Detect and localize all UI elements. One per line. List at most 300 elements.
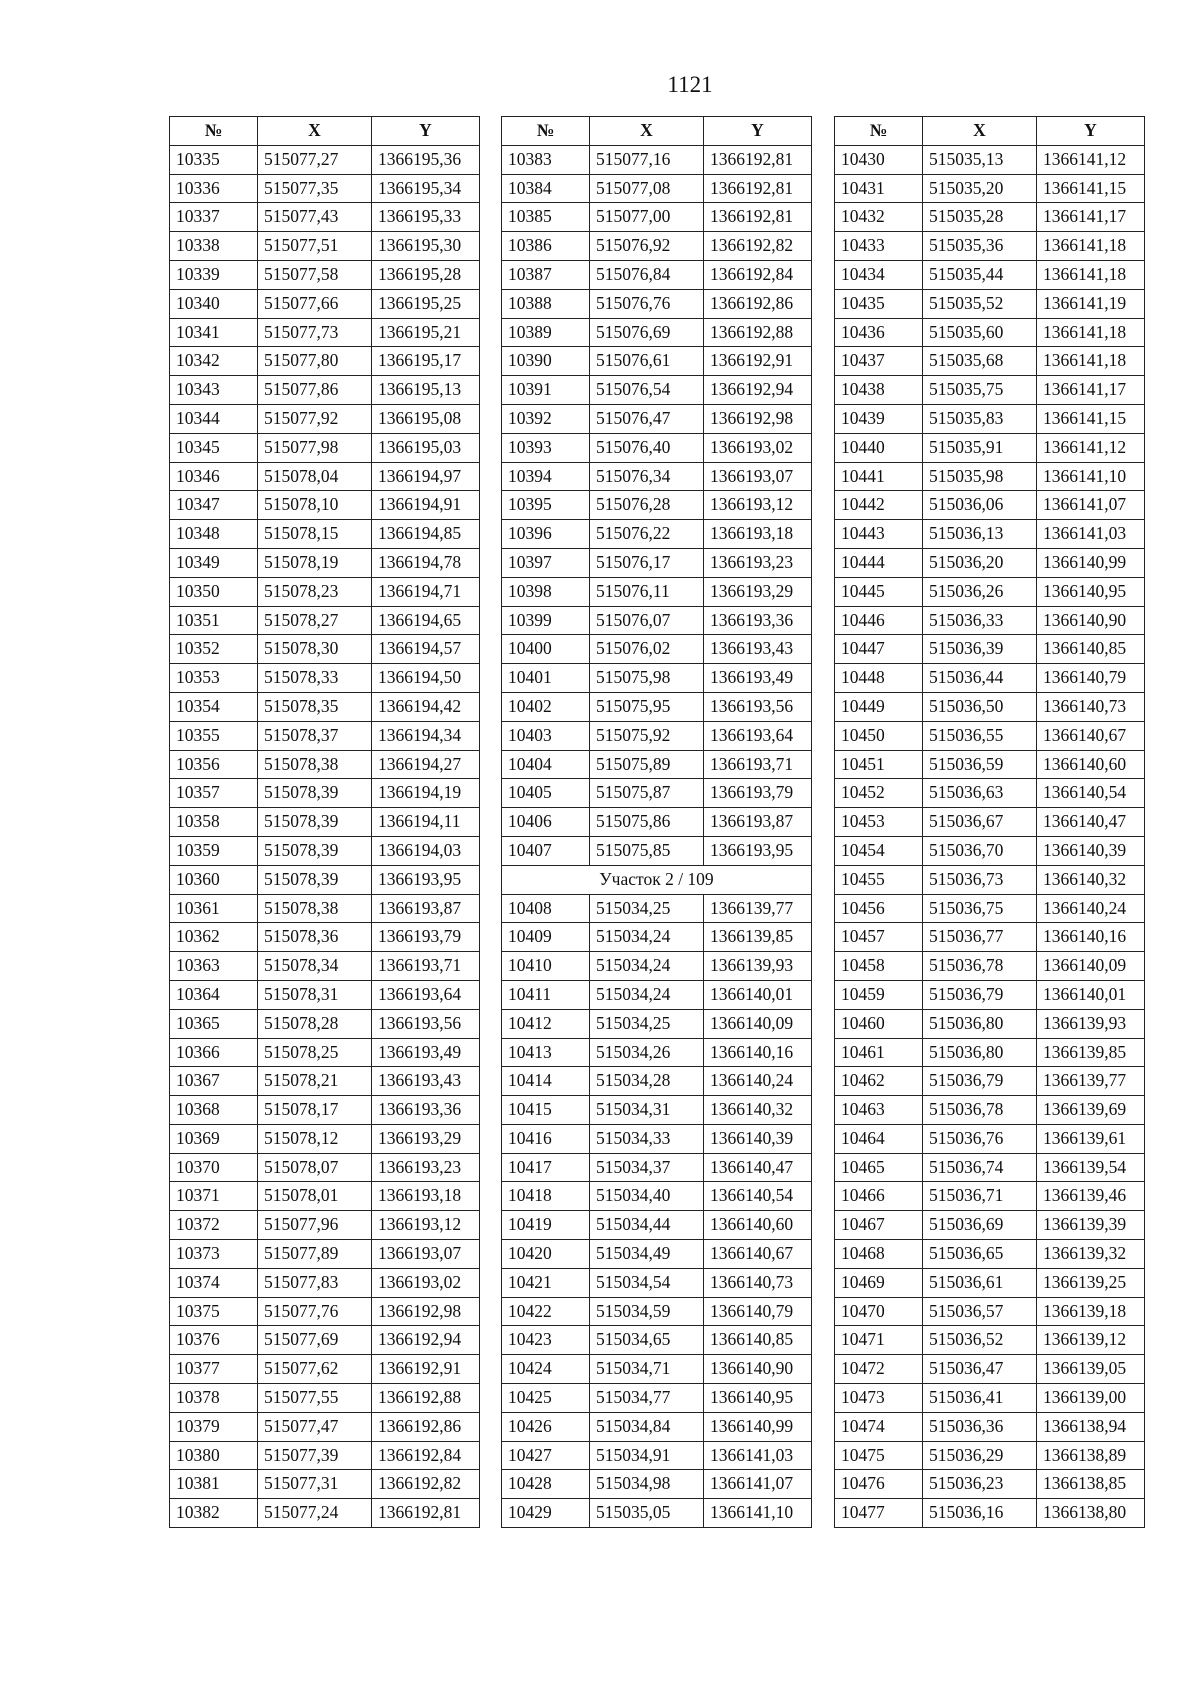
coord-y: 1366140,32 <box>704 1096 812 1125</box>
coord-y: 1366139,25 <box>1037 1268 1145 1297</box>
table-row <box>170 808 480 837</box>
table-row <box>170 1211 480 1240</box>
point-number: 10466 <box>835 1182 923 1211</box>
coord-y: 1366141,07 <box>704 1470 812 1499</box>
point-number: 10461 <box>835 1038 923 1067</box>
coord-y: 1366141,15 <box>1037 404 1145 433</box>
point-number: 10391 <box>502 376 590 405</box>
point-number: 10443 <box>835 520 923 549</box>
coord-x: 515075,87 <box>590 779 704 808</box>
coord-x: 515034,31 <box>590 1096 704 1125</box>
table-row <box>502 923 812 952</box>
table-header <box>170 117 480 146</box>
coord-x: 515078,28 <box>258 1009 372 1038</box>
point-number: 10342 <box>170 347 258 376</box>
coord-x: 515035,98 <box>923 462 1037 491</box>
point-number: 10368 <box>170 1096 258 1125</box>
table-row <box>835 1441 1145 1470</box>
point-number: 10425 <box>502 1384 590 1413</box>
coord-y: 1366193,95 <box>704 836 812 865</box>
coord-y: 1366192,91 <box>704 347 812 376</box>
coord-y: 1366192,86 <box>704 289 812 318</box>
coord-y: 1366141,18 <box>1037 318 1145 347</box>
coord-y: 1366192,88 <box>372 1384 480 1413</box>
table-row <box>170 491 480 520</box>
coord-y: 1366138,85 <box>1037 1470 1145 1499</box>
point-number: 10420 <box>502 1240 590 1269</box>
coord-y: 1366192,81 <box>704 174 812 203</box>
coord-y: 1366193,18 <box>704 520 812 549</box>
point-number: 10380 <box>170 1441 258 1470</box>
table-row <box>835 1211 1145 1240</box>
coord-x: 515035,13 <box>923 145 1037 174</box>
coord-y: 1366141,12 <box>1037 145 1145 174</box>
coord-y: 1366140,95 <box>704 1384 812 1413</box>
coord-y: 1366193,64 <box>372 980 480 1009</box>
table-row <box>835 203 1145 232</box>
table-row <box>835 232 1145 261</box>
table-row <box>170 1067 480 1096</box>
table-row <box>502 692 812 721</box>
coord-x: 515036,79 <box>923 980 1037 1009</box>
table-row <box>170 577 480 606</box>
point-number: 10370 <box>170 1153 258 1182</box>
coord-x: 515036,79 <box>923 1067 1037 1096</box>
point-number: 10410 <box>502 952 590 981</box>
coord-x: 515036,69 <box>923 1211 1037 1240</box>
table-row <box>502 980 812 1009</box>
coord-x: 515076,07 <box>590 606 704 635</box>
table-row <box>170 347 480 376</box>
table-row <box>835 1326 1145 1355</box>
point-number: 10433 <box>835 232 923 261</box>
coord-x: 515035,44 <box>923 260 1037 289</box>
coord-y: 1366141,15 <box>1037 174 1145 203</box>
table-row <box>835 462 1145 491</box>
table-row <box>170 750 480 779</box>
table-row <box>502 433 812 462</box>
coord-x: 515078,37 <box>258 721 372 750</box>
point-number: 10475 <box>835 1441 923 1470</box>
coord-x: 515077,47 <box>258 1412 372 1441</box>
table-row <box>835 260 1145 289</box>
coord-y: 1366141,12 <box>1037 433 1145 462</box>
coord-y: 1366194,91 <box>372 491 480 520</box>
table-row <box>835 1355 1145 1384</box>
coord-y: 1366140,85 <box>704 1326 812 1355</box>
coord-x: 515036,59 <box>923 750 1037 779</box>
coord-y: 1366193,79 <box>372 923 480 952</box>
coord-y: 1366140,09 <box>704 1009 812 1038</box>
coord-y: 1366193,02 <box>372 1268 480 1297</box>
coord-x: 515034,77 <box>590 1384 704 1413</box>
table-row <box>835 1412 1145 1441</box>
point-number: 10476 <box>835 1470 923 1499</box>
coord-x: 515036,50 <box>923 692 1037 721</box>
coordinates-table-1 <box>169 116 480 1528</box>
point-number: 10458 <box>835 952 923 981</box>
coord-y: 1366140,39 <box>704 1124 812 1153</box>
coord-y: 1366140,73 <box>1037 692 1145 721</box>
coord-x: 515077,31 <box>258 1470 372 1499</box>
coord-x: 515078,39 <box>258 808 372 837</box>
coord-x: 515035,05 <box>590 1499 704 1528</box>
table-row <box>170 664 480 693</box>
coord-x: 515036,76 <box>923 1124 1037 1153</box>
coord-x: 515034,65 <box>590 1326 704 1355</box>
table-row <box>170 145 480 174</box>
table-row <box>170 260 480 289</box>
coord-y: 1366194,50 <box>372 664 480 693</box>
coord-y: 1366140,54 <box>704 1182 812 1211</box>
table-row <box>835 721 1145 750</box>
coord-y: 1366195,28 <box>372 260 480 289</box>
point-number: 10339 <box>170 260 258 289</box>
point-number: 10438 <box>835 376 923 405</box>
coord-x: 515034,54 <box>590 1268 704 1297</box>
coord-x: 515078,31 <box>258 980 372 1009</box>
point-number: 10383 <box>502 145 590 174</box>
table-row <box>502 721 812 750</box>
coord-x: 515036,80 <box>923 1009 1037 1038</box>
point-number: 10432 <box>835 203 923 232</box>
coord-y: 1366193,87 <box>372 894 480 923</box>
coord-y: 1366138,89 <box>1037 1441 1145 1470</box>
coord-x: 515036,06 <box>923 491 1037 520</box>
coord-y: 1366140,24 <box>1037 894 1145 923</box>
coord-y: 1366141,18 <box>1037 260 1145 289</box>
coord-y: 1366140,24 <box>704 1067 812 1096</box>
coord-y: 1366193,87 <box>704 808 812 837</box>
point-number: 10406 <box>502 808 590 837</box>
point-number: 10374 <box>170 1268 258 1297</box>
point-number: 10343 <box>170 376 258 405</box>
coord-x: 515036,33 <box>923 606 1037 635</box>
table-row <box>502 1240 812 1269</box>
point-number: 10352 <box>170 635 258 664</box>
coord-y: 1366141,10 <box>1037 462 1145 491</box>
point-number: 10472 <box>835 1355 923 1384</box>
coord-y: 1366138,80 <box>1037 1499 1145 1528</box>
point-number: 10435 <box>835 289 923 318</box>
table-row <box>835 1067 1145 1096</box>
coord-x: 515078,39 <box>258 836 372 865</box>
coord-y: 1366194,57 <box>372 635 480 664</box>
coord-y: 1366195,33 <box>372 203 480 232</box>
coord-y: 1366194,42 <box>372 692 480 721</box>
table-row <box>835 1124 1145 1153</box>
table-row <box>835 1384 1145 1413</box>
point-number: 10447 <box>835 635 923 664</box>
coord-x: 515077,66 <box>258 289 372 318</box>
coord-y: 1366141,18 <box>1037 232 1145 261</box>
point-number: 10408 <box>502 894 590 923</box>
point-number: 10439 <box>835 404 923 433</box>
coord-x: 515034,71 <box>590 1355 704 1384</box>
coord-x: 515076,02 <box>590 635 704 664</box>
coord-y: 1366141,10 <box>704 1499 812 1528</box>
table-row <box>835 692 1145 721</box>
coord-x: 515034,91 <box>590 1441 704 1470</box>
coord-x: 515078,23 <box>258 577 372 606</box>
coord-y: 1366192,81 <box>704 145 812 174</box>
point-number: 10341 <box>170 318 258 347</box>
coord-x: 515078,12 <box>258 1124 372 1153</box>
coordinates-table-2 <box>501 116 812 1528</box>
coord-y: 1366193,07 <box>372 1240 480 1269</box>
coord-y: 1366194,85 <box>372 520 480 549</box>
point-number: 10371 <box>170 1182 258 1211</box>
table-row <box>502 1038 812 1067</box>
coord-y: 1366140,32 <box>1037 865 1145 894</box>
coord-y: 1366192,91 <box>372 1355 480 1384</box>
coord-x: 515035,20 <box>923 174 1037 203</box>
point-number: 10474 <box>835 1412 923 1441</box>
point-number: 10387 <box>502 260 590 289</box>
point-number: 10451 <box>835 750 923 779</box>
coord-y: 1366192,84 <box>704 260 812 289</box>
coord-y: 1366195,36 <box>372 145 480 174</box>
table-row <box>502 1297 812 1326</box>
coord-y: 1366140,90 <box>704 1355 812 1384</box>
coord-x: 515035,36 <box>923 232 1037 261</box>
point-number: 10373 <box>170 1240 258 1269</box>
coord-x: 515036,77 <box>923 923 1037 952</box>
point-number: 10464 <box>835 1124 923 1153</box>
coord-y: 1366139,32 <box>1037 1240 1145 1269</box>
coord-x: 515036,61 <box>923 1268 1037 1297</box>
coord-x: 515034,25 <box>590 1009 704 1038</box>
point-number: 10376 <box>170 1326 258 1355</box>
coord-y: 1366192,81 <box>372 1499 480 1528</box>
coord-y: 1366140,85 <box>1037 635 1145 664</box>
point-number: 10463 <box>835 1096 923 1125</box>
point-number: 10441 <box>835 462 923 491</box>
table-row <box>835 750 1145 779</box>
table-row <box>170 1326 480 1355</box>
coord-x: 515077,27 <box>258 145 372 174</box>
table-row <box>170 1124 480 1153</box>
coord-y: 1366193,43 <box>372 1067 480 1096</box>
coord-x: 515077,35 <box>258 174 372 203</box>
coord-y: 1366141,03 <box>704 1441 812 1470</box>
table-row <box>835 635 1145 664</box>
table-row <box>502 404 812 433</box>
header-y: Y <box>1037 117 1145 146</box>
table-row <box>502 664 812 693</box>
table-row <box>835 808 1145 837</box>
table-row <box>502 1153 812 1182</box>
point-number: 10379 <box>170 1412 258 1441</box>
coord-y: 1366192,98 <box>372 1297 480 1326</box>
coord-y: 1366193,12 <box>372 1211 480 1240</box>
point-number: 10421 <box>502 1268 590 1297</box>
coord-x: 515036,55 <box>923 721 1037 750</box>
table-row <box>835 1038 1145 1067</box>
coord-x: 515077,24 <box>258 1499 372 1528</box>
coord-y: 1366193,49 <box>704 664 812 693</box>
point-number: 10471 <box>835 1326 923 1355</box>
table-row <box>502 520 812 549</box>
table-row <box>502 1182 812 1211</box>
point-number: 10358 <box>170 808 258 837</box>
coord-y: 1366194,34 <box>372 721 480 750</box>
coord-y: 1366192,82 <box>704 232 812 261</box>
coord-y: 1366139,77 <box>1037 1067 1145 1096</box>
coord-y: 1366141,18 <box>1037 347 1145 376</box>
point-number: 10453 <box>835 808 923 837</box>
point-number: 10337 <box>170 203 258 232</box>
point-number: 10469 <box>835 1268 923 1297</box>
header-number: № <box>502 117 590 146</box>
table-row <box>170 203 480 232</box>
coord-y: 1366139,46 <box>1037 1182 1145 1211</box>
coord-x: 515076,92 <box>590 232 704 261</box>
table-row <box>170 721 480 750</box>
coord-x: 515077,16 <box>590 145 704 174</box>
coord-y: 1366195,34 <box>372 174 480 203</box>
table-row <box>502 318 812 347</box>
table-row <box>835 779 1145 808</box>
table-row <box>502 1124 812 1153</box>
table-row <box>170 1412 480 1441</box>
point-number: 10455 <box>835 865 923 894</box>
coord-y: 1366139,61 <box>1037 1124 1145 1153</box>
table-row <box>170 1268 480 1297</box>
table-row <box>170 1153 480 1182</box>
coord-x: 515078,39 <box>258 865 372 894</box>
coord-y: 1366193,12 <box>704 491 812 520</box>
coord-y: 1366140,90 <box>1037 606 1145 635</box>
coord-x: 515035,60 <box>923 318 1037 347</box>
coord-y: 1366192,88 <box>704 318 812 347</box>
point-number: 10397 <box>502 548 590 577</box>
point-number: 10428 <box>502 1470 590 1499</box>
coord-x: 515036,73 <box>923 865 1037 894</box>
coord-x: 515078,10 <box>258 491 372 520</box>
coord-y: 1366139,18 <box>1037 1297 1145 1326</box>
coord-y: 1366140,09 <box>1037 952 1145 981</box>
point-number: 10369 <box>170 1124 258 1153</box>
table-row <box>170 1096 480 1125</box>
table-row <box>835 894 1145 923</box>
point-number: 10396 <box>502 520 590 549</box>
coord-y: 1366193,18 <box>372 1182 480 1211</box>
point-number: 10382 <box>170 1499 258 1528</box>
coord-x: 515077,86 <box>258 376 372 405</box>
table-row <box>170 1009 480 1038</box>
coord-y: 1366194,11 <box>372 808 480 837</box>
table-row <box>502 1096 812 1125</box>
coord-y: 1366141,17 <box>1037 203 1145 232</box>
point-number: 10392 <box>502 404 590 433</box>
table-row <box>170 232 480 261</box>
coord-x: 515076,40 <box>590 433 704 462</box>
coord-x: 515077,69 <box>258 1326 372 1355</box>
table-row <box>835 520 1145 549</box>
coord-x: 515078,15 <box>258 520 372 549</box>
coord-x: 515036,39 <box>923 635 1037 664</box>
coord-x: 515077,51 <box>258 232 372 261</box>
coord-x: 515078,25 <box>258 1038 372 1067</box>
coord-y: 1366194,78 <box>372 548 480 577</box>
point-number: 10414 <box>502 1067 590 1096</box>
point-number: 10344 <box>170 404 258 433</box>
point-number: 10415 <box>502 1096 590 1125</box>
table-row <box>170 548 480 577</box>
coord-x: 515034,44 <box>590 1211 704 1240</box>
coord-x: 515077,83 <box>258 1268 372 1297</box>
table-row <box>170 1297 480 1326</box>
coord-x: 515076,61 <box>590 347 704 376</box>
coord-x: 515076,76 <box>590 289 704 318</box>
header-y: Y <box>372 117 480 146</box>
point-number: 10449 <box>835 692 923 721</box>
table-row <box>170 1441 480 1470</box>
point-number: 10452 <box>835 779 923 808</box>
coordinates-table-3 <box>834 116 1145 1528</box>
point-number: 10429 <box>502 1499 590 1528</box>
coord-x: 515036,26 <box>923 577 1037 606</box>
coord-y: 1366193,64 <box>704 721 812 750</box>
coord-x: 515077,89 <box>258 1240 372 1269</box>
coord-y: 1366139,12 <box>1037 1326 1145 1355</box>
table-row <box>170 894 480 923</box>
table-row <box>170 980 480 1009</box>
coord-y: 1366195,08 <box>372 404 480 433</box>
coord-x: 515036,78 <box>923 952 1037 981</box>
table-row <box>835 491 1145 520</box>
table-row <box>502 376 812 405</box>
table-row <box>502 635 812 664</box>
table-row <box>502 1412 812 1441</box>
coord-y: 1366141,19 <box>1037 289 1145 318</box>
coord-x: 515077,62 <box>258 1355 372 1384</box>
point-number: 10401 <box>502 664 590 693</box>
point-number: 10336 <box>170 174 258 203</box>
table-row <box>835 865 1145 894</box>
table-row <box>835 376 1145 405</box>
point-number: 10427 <box>502 1441 590 1470</box>
coord-y: 1366192,86 <box>372 1412 480 1441</box>
header-number: № <box>835 117 923 146</box>
table-row <box>502 289 812 318</box>
coord-y: 1366195,21 <box>372 318 480 347</box>
coord-x: 515034,24 <box>590 952 704 981</box>
point-number: 10348 <box>170 520 258 549</box>
table-row <box>502 145 812 174</box>
table-row <box>835 980 1145 1009</box>
table-row <box>170 462 480 491</box>
table-row <box>502 462 812 491</box>
coord-x: 515035,83 <box>923 404 1037 433</box>
table-row <box>170 174 480 203</box>
coord-y: 1366140,01 <box>1037 980 1145 1009</box>
coord-y: 1366192,84 <box>372 1441 480 1470</box>
coord-y: 1366193,23 <box>372 1153 480 1182</box>
point-number: 10345 <box>170 433 258 462</box>
point-number: 10448 <box>835 664 923 693</box>
coord-x: 515077,96 <box>258 1211 372 1240</box>
coord-x: 515034,49 <box>590 1240 704 1269</box>
coord-x: 515036,75 <box>923 894 1037 923</box>
coord-y: 1366192,94 <box>372 1326 480 1355</box>
point-number: 10434 <box>835 260 923 289</box>
point-number: 10378 <box>170 1384 258 1413</box>
table-row <box>835 664 1145 693</box>
point-number: 10417 <box>502 1153 590 1182</box>
table-row <box>502 1211 812 1240</box>
